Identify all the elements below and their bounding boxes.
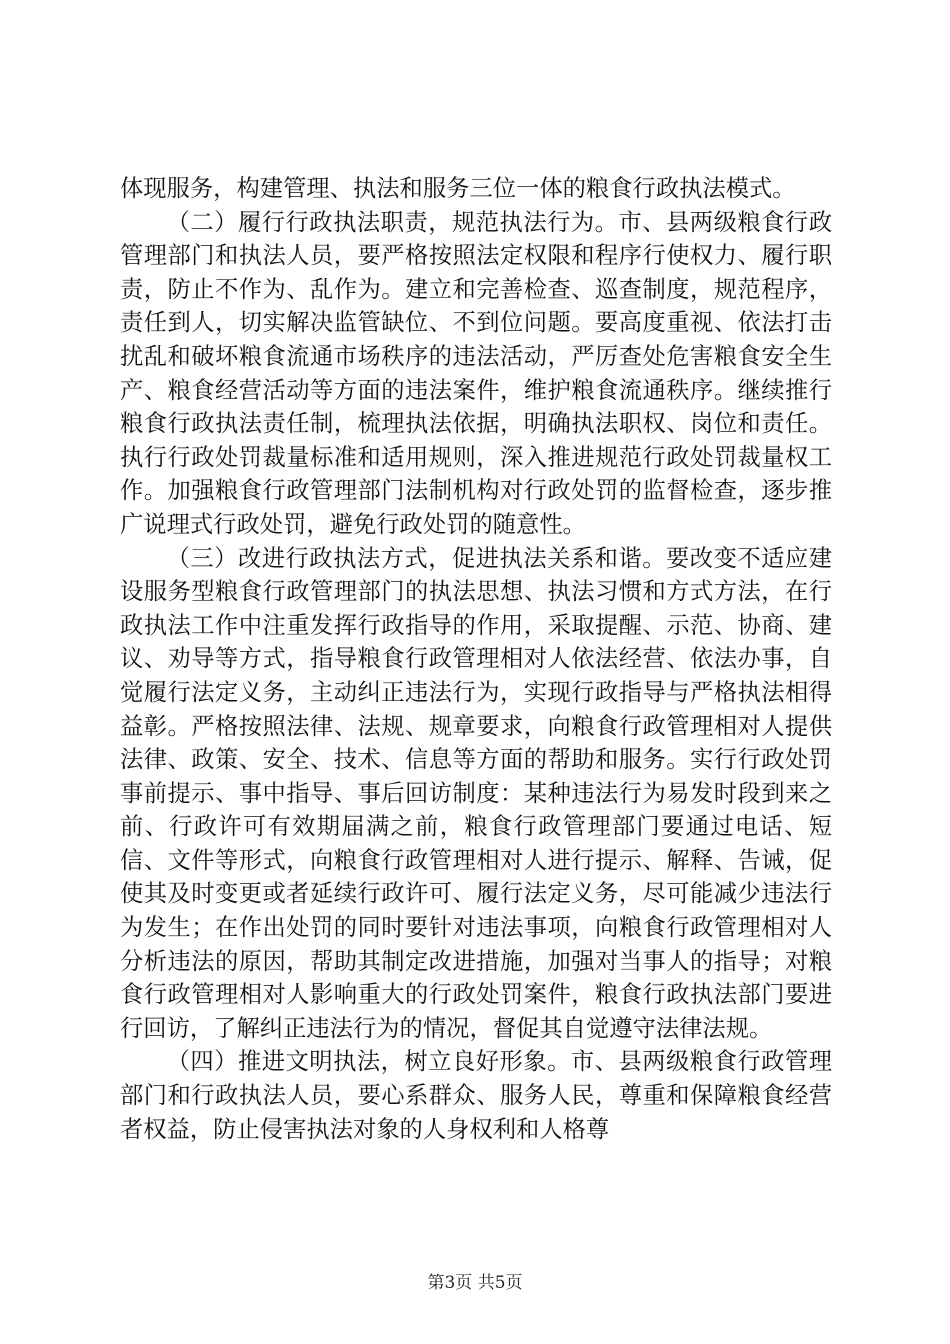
page-number-footer: 第3页 共5页 <box>427 1273 523 1293</box>
document-body <box>120 172 832 1146</box>
paragraph: （二）履行行政执法职责，规范执法行为。市、县两级粮食行政管理部门和执法人员，要严格按照法定权限和程序行使权力、履行职责，防止不作为、乱作为。建立和完善检查、巡查制度，规范程序，责任到人，切实解决监管缺位、不到位问题。要高度重视、依法打击扰乱和破坏粮食流通市场秩序的违法活动，严厉查处危害粮食安全生产、粮食经营活动等方面的违法案件，维护粮食流通秩序。继续推行粮食行政执法责任制，梳理执法依据，明确执法职权、岗位和责任。执行行政处罚裁量标准和适用规则，深入推进规范行政处罚裁量权工作。加强粮食行政管理部门法制机构对行政处罚的监督检查，逐步推广说理式行政处罚，避免行政处罚的随意性。 <box>120 208 832 538</box>
paragraph: 体现服务，构建管理、执法和服务三位一体的粮食行政执法模式。 <box>120 175 796 202</box>
paragraph: （三）改进行政执法方式，促进执法关系和谐。要改变不适应建设服务型粮食行政管理部门的执法思想、执法习惯和方式方法，在行政执法工作中注重发挥行政指导的作用，采取提醒、示范、协商、建议、劝导等方式，指导粮食行政管理相对人依法经营、依法办事，自觉履行法定义务，主动纠正违法行为，实现行政指导与严格执法相得益彰。严格按照法律、法规、规章要求，向粮食行政管理相对人提供法律、政策、安全、技术、信息等方面的帮助和服务。实行行政处罚事前提示、事中指导、事后回访制度：某种违法行为易发时段到来之前、行政许可有效期届满之前，粮食行政管理部门要通过电话、短信、文件等形式，向粮食行政管理相对人进行提示、解释、告诫，促使其及时变更或者延续行政许可、履行法定义务，尽可能减少违法行为发生；在作出处罚的同时要针对违法事项，向粮食行政管理相对人分析违法的原因，帮助其制定改进措施，加强对当事人的指导；对粮食行政管理相对人影响重大的行政处罚案件，粮食行政执法部门要进行回访，了解纠正违法行为的情况，督促其自觉遵守法律法规。 <box>120 544 832 1042</box>
paragraph: （四）推进文明执法，树立良好形象。市、县两级粮食行政管理部门和行政执法人员，要心系群众、服务人民，尊重和保障粮食经营者权益，防止侵害执法对象的人身权利和人格尊 <box>120 1048 832 1143</box>
